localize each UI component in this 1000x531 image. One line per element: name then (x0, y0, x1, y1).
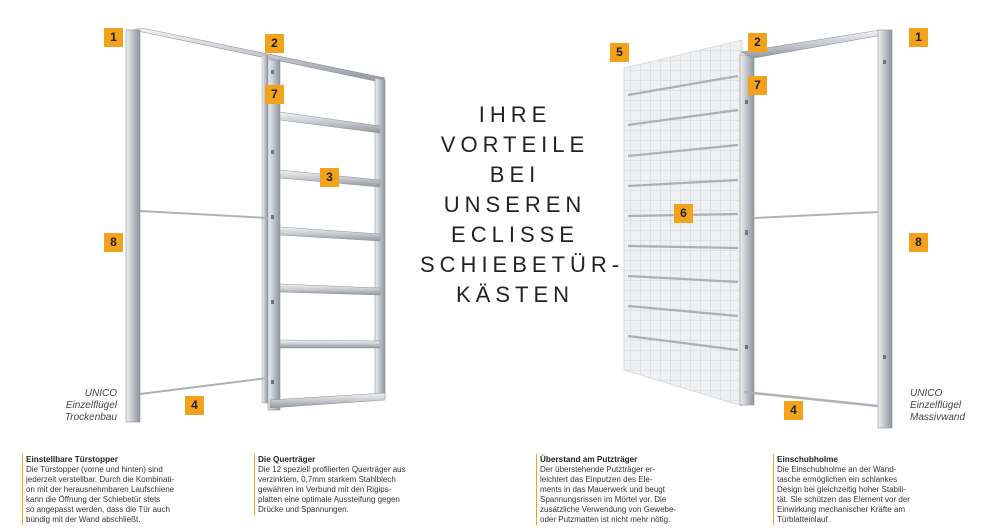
badge-right-6: 6 (674, 204, 693, 223)
feature-putztraeger (536, 454, 676, 525)
feature-text: Spannungsrissen im Mörtel vor. Die (540, 495, 667, 504)
headline-line: BEI (489, 162, 541, 187)
feature-text: on mit der herausnehmbaren Laufschiene (26, 485, 175, 494)
feature-text: Drücke und Spannungen. (258, 505, 349, 514)
feature-text: leichtert das Einputzen des Ele- (540, 475, 653, 484)
badge-right-2: 2 (748, 33, 767, 52)
feature-text: so angepasst werden, dass die Tür auch (26, 505, 170, 514)
caption-line: UNICO (910, 388, 943, 399)
caption-left (55, 388, 117, 424)
feature-text: platten eine optimale Aussteifung gegen (258, 495, 400, 504)
left-door-frame (126, 28, 385, 422)
feature-text: verzinktem, 0,7mm starkem Stahlblech (258, 475, 396, 484)
feature-title: Die Querträger (258, 455, 316, 464)
badge-left-2: 2 (265, 34, 284, 53)
feature-title: Einstellbare Türstopper (26, 455, 118, 464)
caption-line: UNICO (84, 388, 117, 399)
feature-quertraeger (254, 454, 406, 515)
caption-line: Einzelflügel (65, 400, 117, 411)
feature-text: tasche ermöglichen ein schlankes (777, 475, 898, 484)
feature-text: Der überstehende Putzträger er- (540, 465, 656, 474)
headline-line: UNSEREN (443, 192, 587, 217)
caption-right (910, 388, 965, 424)
badge-right-8: 8 (909, 233, 928, 252)
caption-line: Massivwand (910, 412, 966, 423)
feature-text: Türblatteinlauf. (777, 515, 830, 524)
badge-left-7: 7 (265, 85, 284, 104)
headline-line: VORTEILE (440, 132, 590, 157)
badge-left-3: 3 (320, 168, 339, 187)
feature-text: zusätzliche Verwendung von Gewebe- (540, 505, 677, 514)
badge-left-4: 4 (185, 396, 204, 415)
headline-line: IHRE (478, 102, 552, 127)
feature-text: ments in das Mauerwerk und beugt (540, 485, 665, 494)
feature-text: Einwirkung mechanischer Kräfte am (777, 505, 906, 514)
feature-text: gewähren im Verbund mit den Rigips- (258, 485, 392, 494)
badge-right-7: 7 (748, 76, 767, 95)
feature-title: Einschubholme (777, 455, 838, 464)
feature-text: Design bei gleichzeitig hoher Stabili- (777, 485, 906, 494)
feature-text: Die 12 speziell profilierten Querträger aus (258, 465, 406, 474)
headline (420, 100, 625, 310)
caption-line: Trockenbau (64, 412, 117, 423)
feature-tuerstopper (22, 454, 174, 525)
feature-text: oder Putzmatten ist nicht mehr nötig. (540, 515, 671, 524)
feature-text: Die Einschubholme an der Wand- (777, 465, 897, 474)
feature-einschubholme (773, 454, 910, 525)
badge-left-1: 1 (104, 28, 123, 47)
headline-line: KÄSTEN (455, 282, 575, 307)
headline-line: SCHIEBETÜR- (420, 252, 625, 277)
badge-right-4: 4 (784, 401, 803, 420)
feature-text: tät. Sie schützen das Element vor der (777, 495, 910, 504)
feature-text: jederzeit verstellbar. Durch die Kombinati- (26, 475, 175, 484)
headline-line: ECLISSE (451, 222, 579, 247)
badge-left-8: 8 (104, 233, 123, 252)
caption-line: Einzelflügel (910, 400, 962, 411)
feature-text: Die Türstopper (vorne und hinten) sind (26, 465, 163, 474)
feature-text: bündig mit der Wand abschließt. (26, 515, 141, 524)
feature-title: Überstand am Putzträger (540, 455, 638, 464)
feature-text: kann die Öffnung der Schiebetür stets (26, 495, 161, 504)
badge-right-5: 5 (610, 43, 629, 62)
badge-right-1: 1 (909, 28, 928, 47)
